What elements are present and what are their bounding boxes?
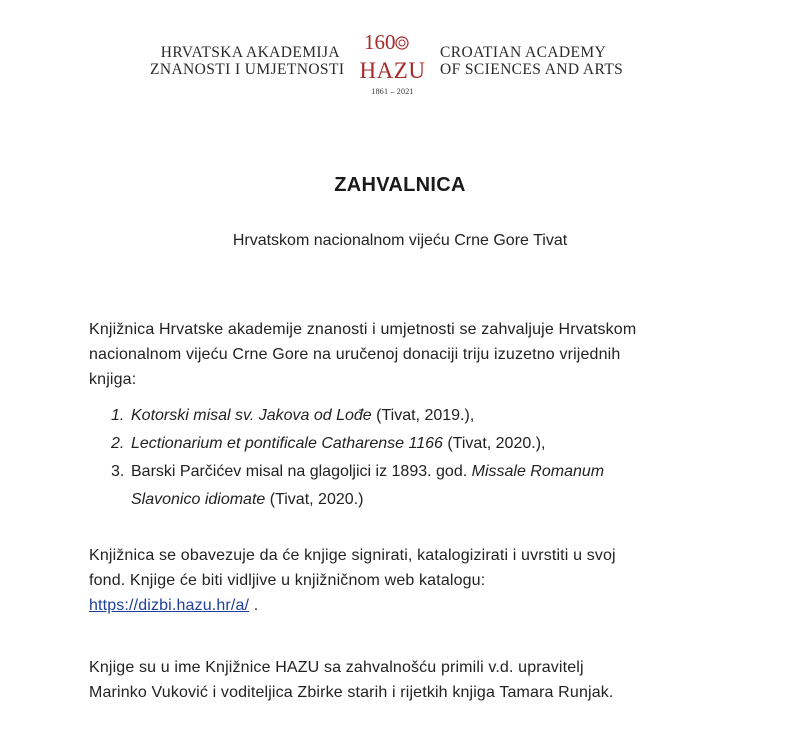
closing-line: Marinko Vuković i voditeljica Zbirke starih i rijetkih knjiga Tamara Runjak. bbox=[89, 684, 614, 701]
academy-name-english-line2: OF SCIENCES AND ARTS bbox=[440, 61, 624, 78]
intro-paragraph bbox=[89, 317, 729, 392]
logo-anniversary-number: 160 bbox=[364, 30, 396, 54]
academy-name-english-line1: CROATIAN ACADEMY bbox=[440, 44, 607, 61]
hazu-logo bbox=[355, 28, 430, 100]
list-item bbox=[89, 458, 729, 514]
list-item bbox=[89, 430, 729, 458]
intro-line: Knjižnica Hrvatske akademije znanosti i umjetnosti se zahvaljuje Hrvatskom bbox=[89, 321, 637, 338]
closing-line: Knjige su u ime Knjižnice HAZU sa zahvalnošću primili v.d. upravitelj bbox=[89, 659, 584, 676]
list-item-number: 2. bbox=[111, 435, 125, 452]
intro-line: nacionalnom vijeću Crne Gore na uručenoj donaciji triju izuzetno vrijednih bbox=[89, 346, 621, 363]
book-title-continued: Slavonico idiomate bbox=[131, 491, 266, 508]
seal-icon bbox=[395, 36, 409, 50]
book-list bbox=[89, 402, 729, 514]
logo-hazu-text: HAZU bbox=[359, 58, 426, 83]
catalog-link[interactable]: https://dizbi.hazu.hr/a/ bbox=[89, 597, 250, 614]
book-title: Kotorski misal sv. Jakova od Lođe bbox=[131, 407, 372, 424]
list-item-number: 1. bbox=[111, 407, 125, 424]
list-item bbox=[89, 402, 729, 430]
book-prefix: Barski Parčićev misal na glagoljici iz 1893. god. bbox=[131, 463, 472, 480]
commitment-line: Knjižnica se obavezuje da će knjige signirati, katalogizirati i uvrstiti u svoj bbox=[89, 547, 616, 564]
recipient-line: Hrvatskom nacionalnom vijeću Crne Gore Tivat bbox=[232, 232, 568, 249]
commitment-line: fond. Knjige će biti vidljive u knjižničnom web katalogu: bbox=[89, 572, 486, 589]
academy-name-english bbox=[440, 44, 680, 78]
book-title: Missale Romanum bbox=[471, 463, 605, 480]
academy-name-croatian-line2: ZNANOSTI I UMJETNOSTI bbox=[150, 61, 345, 78]
academy-name-croatian bbox=[150, 44, 345, 78]
commitment-paragraph bbox=[89, 543, 729, 618]
intro-line: knjiga: bbox=[89, 371, 137, 388]
link-trailing-text: . bbox=[249, 597, 259, 614]
academy-name-croatian-line1: HRVATSKA AKADEMIJA bbox=[160, 44, 340, 61]
book-details: (Tivat, 2020.) bbox=[265, 491, 364, 508]
book-details: (Tivat, 2020.), bbox=[442, 435, 546, 452]
logo-years: 1861 – 2021 bbox=[371, 87, 414, 96]
list-item-number: 3. bbox=[111, 463, 125, 480]
book-title: Lectionarium et pontificale Catharense 1166 bbox=[131, 435, 443, 452]
closing-paragraph bbox=[89, 655, 729, 705]
book-details: (Tivat, 2019.), bbox=[371, 407, 475, 424]
document-title: ZAHVALNICA bbox=[334, 174, 466, 196]
